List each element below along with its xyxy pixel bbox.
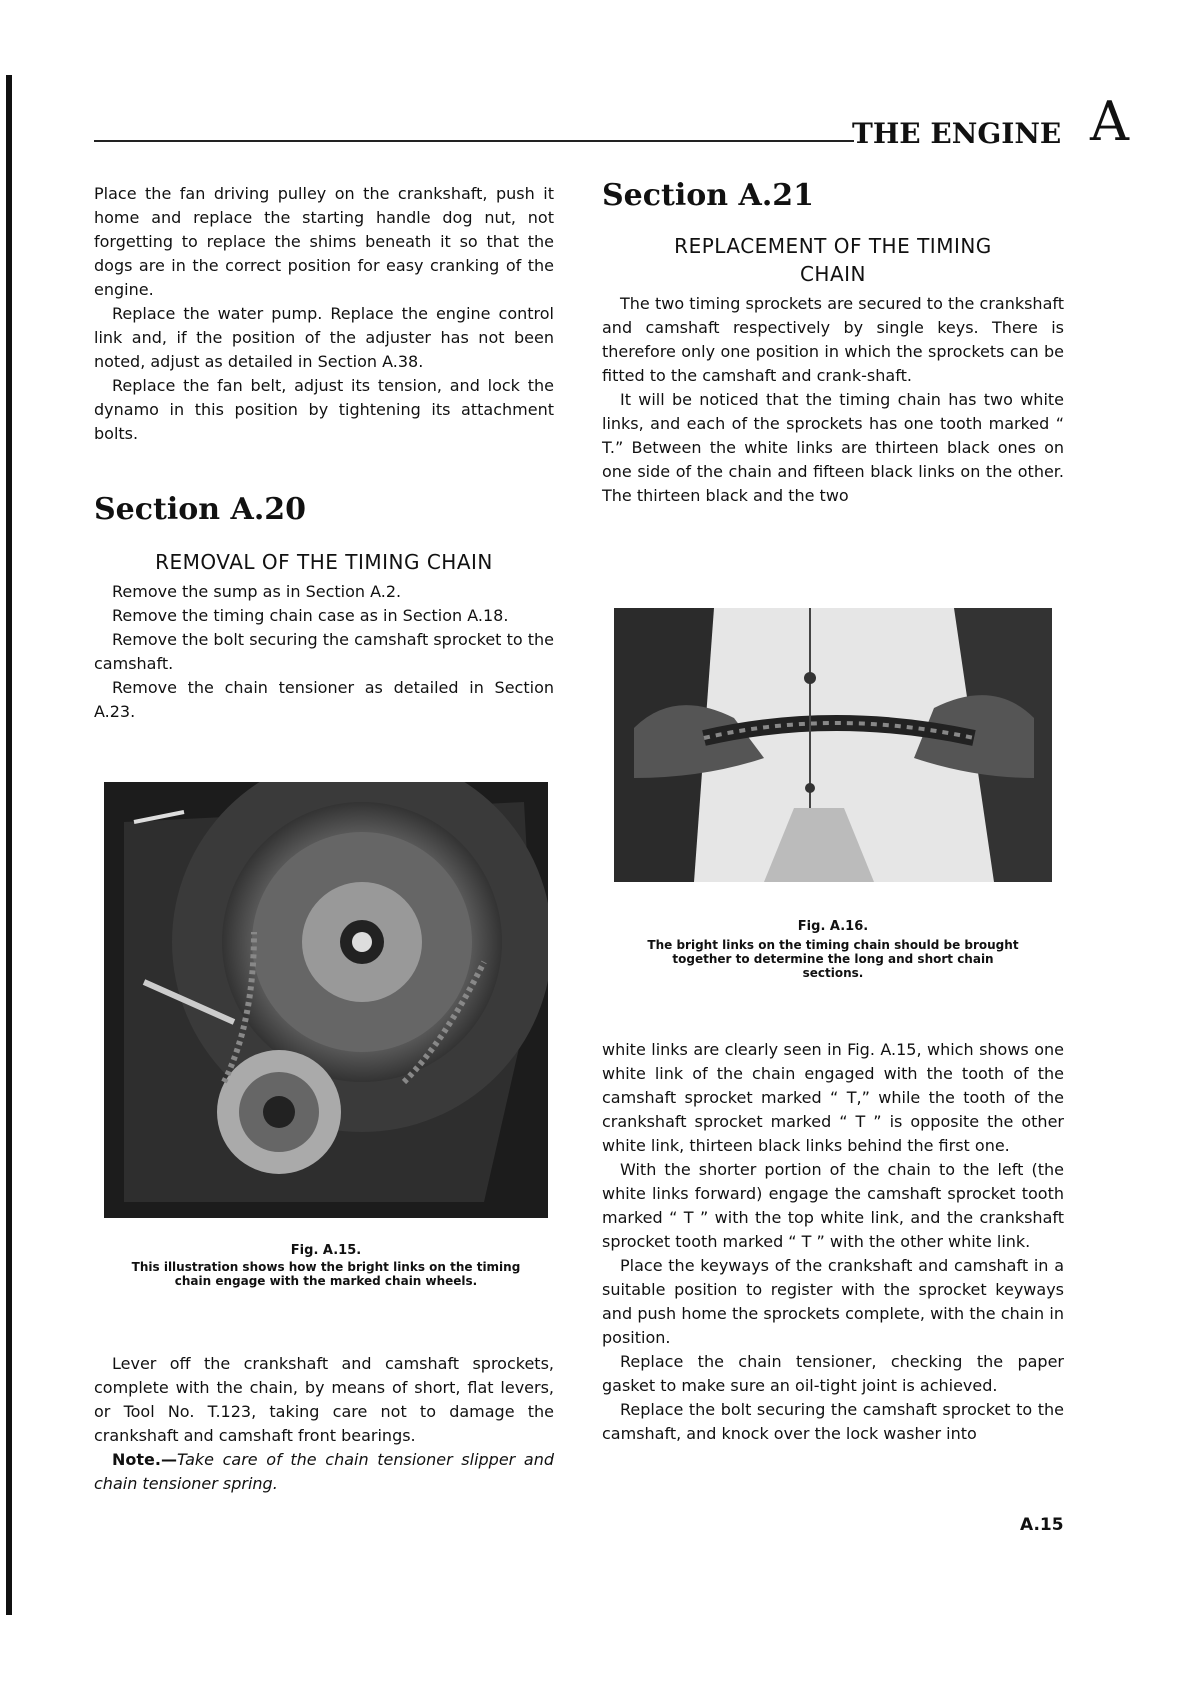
page-number: A.15 (1020, 1515, 1064, 1535)
body-paragraph: white links are clearly seen in Fig. A.15, which shows one white link of the chain engaged with the tooth of the camshaft sprocket marked “ T,” while the tooth of the crankshaft sprocket marked “ T ” is opposite the other white link, thirteen black links behind the first one. (602, 1040, 1064, 1155)
header-section-letter: A (1090, 90, 1129, 153)
header-title: THE ENGINE (852, 117, 1062, 150)
figure-a16-caption-block (614, 920, 1052, 980)
section-a21-subtitle-line2: CHAIN (799, 262, 867, 286)
note-label: Note.— (112, 1450, 177, 1469)
section-a20-body (94, 580, 554, 724)
intro-paragraph: Replace the water pump. Replace the engine control link and, if the position of the adjuster has not been noted, adjust as detailed in Section A.38. (94, 304, 554, 371)
body-paragraph: The two timing sprockets are secured to the crankshaft and camshaft respectively by single keys. There is therefore only one position in which the sprockets can be fitted to the camshaft and crank-shaft. (602, 294, 1064, 385)
timing-gears-illustration (104, 782, 548, 1218)
body-paragraph: Replace the bolt securing the camshaft sprocket to the camshaft, and knock over the lock washer into (602, 1400, 1064, 1443)
left-intro (94, 182, 554, 446)
left-closing (94, 1352, 554, 1496)
figure-a15-caption-block (104, 1244, 548, 1288)
binding-edge (6, 75, 12, 1615)
body-paragraph: It will be noticed that the timing chain has two white links, and each of the sprockets has one tooth marked “ T.” Between the white links are thirteen black ones on one side of the chain and fifteen black links on the other. The thirteen black and the two (602, 390, 1064, 505)
step-paragraph: Remove the bolt securing the camshaft sprocket to the camshaft. (94, 630, 554, 673)
step-paragraph: Remove the timing chain case as in Section A.18. (112, 606, 509, 625)
section-a21-title: Section A.21 (602, 178, 815, 213)
body-paragraph: Replace the chain tensioner, checking the paper gasket to make sure an oil-tight joint is achieved. (602, 1352, 1064, 1395)
section-a20-subtitle: REMOVAL OF THE TIMING CHAIN (155, 550, 493, 574)
section-a20-title: Section A.20 (94, 492, 307, 527)
step-paragraph: Remove the sump as in Section A.2. (112, 582, 402, 601)
right-continued (602, 1038, 1064, 1446)
section-a21-subtitle-line1: REPLACEMENT OF THE TIMING (674, 234, 992, 258)
figure-a15-label: Fig. A.15. (290, 1243, 362, 1258)
section-a21-body (602, 292, 1064, 508)
figure-a15-photo (104, 782, 548, 1218)
lever-paragraph: Lever off the crankshaft and camshaft sprockets, complete with the chain, by means of short, flat levers, or Tool No. T.123, taking care not to damage the crankshaft and camshaft front bearings. (94, 1354, 554, 1445)
step-paragraph: Remove the chain tensioner as detailed in Section A.23. (94, 678, 554, 721)
note-paragraph (94, 1448, 554, 1496)
intro-paragraph: Place the fan driving pulley on the crankshaft, push it home and replace the starting handle dog nut, not forgetting to replace the shims beneath it so that the dogs are in the correct position for easy cranking of the engine. (94, 184, 554, 299)
figure-a15-caption: This illustration shows how the bright links on the timing chain engage with the marked chain wheels. (131, 1260, 521, 1288)
figure-a16-label: Fig. A.16. (797, 919, 869, 934)
header-rule (94, 140, 854, 142)
intro-paragraph: Replace the fan belt, adjust its tension, and lock the dynamo in this position by tightening its attachment bolts. (94, 376, 554, 443)
body-paragraph: Place the keyways of the crankshaft and camshaft in a suitable position to register with the sprocket keyways and push home the sprockets complete, with the chain in position. (602, 1256, 1064, 1347)
figure-a16-photo (614, 608, 1052, 882)
body-paragraph: With the shorter portion of the chain to the left (the white links forward) engage the camshaft sprocket tooth marked “ T ” with the top white link, and the crankshaft sprocket tooth marked “ T ” with the other white link. (602, 1160, 1064, 1251)
chain-held-illustration (614, 608, 1052, 882)
note-text: Take care of the chain tensioner slipper and chain tensioner spring. (94, 1450, 554, 1493)
section-a21-subtitle (602, 232, 1064, 288)
figure-a16-caption: The bright links on the timing chain should be brought together to determine the long and short chain sections. (647, 938, 1019, 980)
